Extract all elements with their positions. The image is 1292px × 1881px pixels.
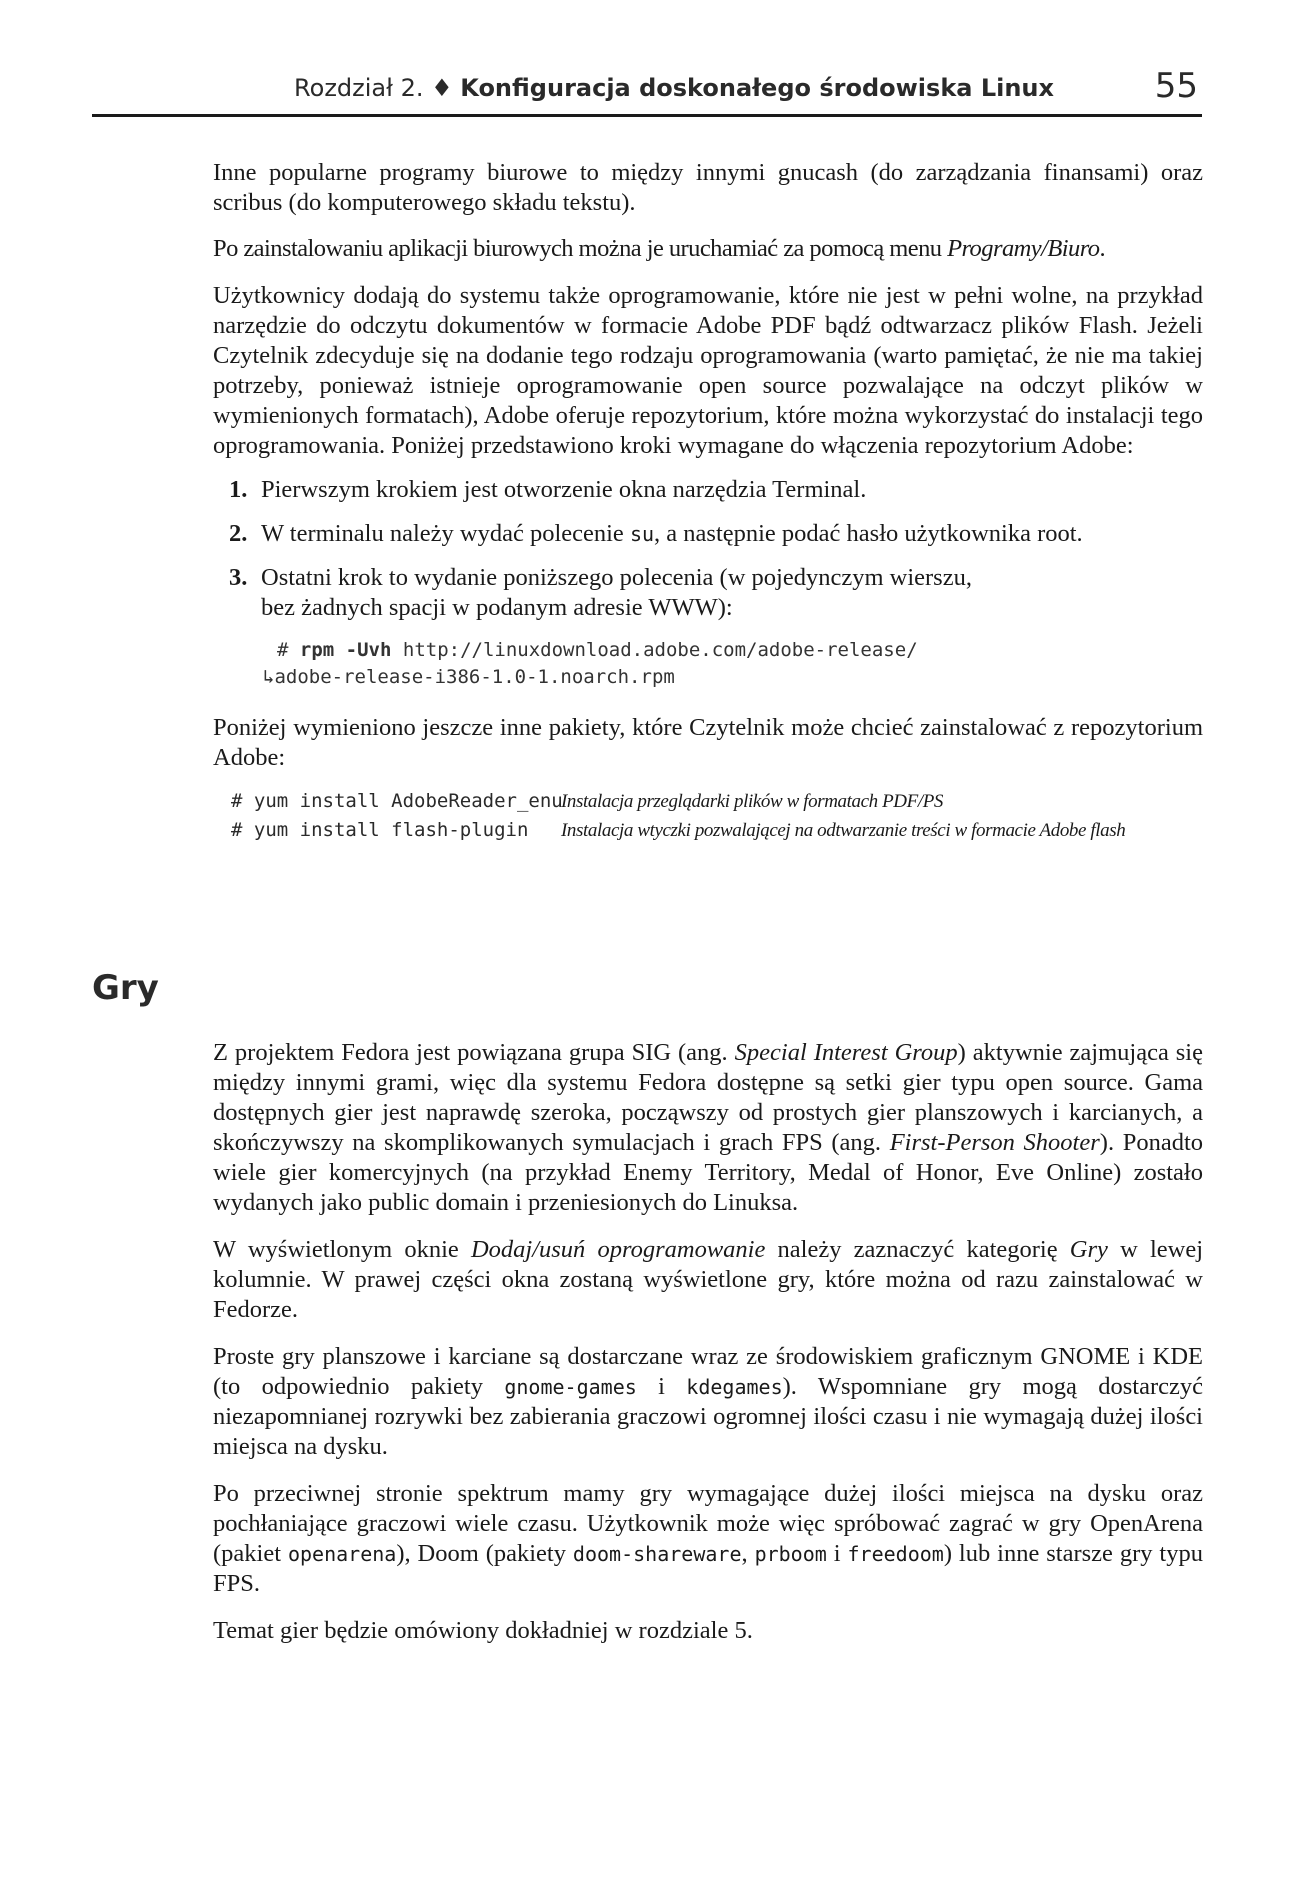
- step-number: 2.: [229, 520, 248, 547]
- text-run: ). Ponadto wiele gier komercyjnych (na przykład Enemy Territory, Medal of Honor, Eve Online) zostało wydanych jako public domain i przeniesionych do Linuksa.: [213, 1129, 1204, 1216]
- command-url: adobe-release-i386-1.0-1.noarch.rpm: [274, 666, 675, 688]
- running-header-text: [294, 74, 1054, 102]
- table-row: [213, 816, 1203, 845]
- term: Special Interest Group: [734, 1039, 958, 1066]
- step-text: Pierwszym krokiem jest otworzenie okna narzędzia Terminal.: [261, 476, 867, 503]
- term: First-Person Shooter: [889, 1129, 1100, 1156]
- package-description: Instalacja przeglądarki plików w formatach PDF/PS: [561, 791, 944, 812]
- paragraph: [213, 1235, 1203, 1325]
- line-continuation-icon: ↳: [263, 666, 275, 688]
- text-run: Po przeciwnej stronie spektrum mamy gry wymagające dużej ilości miejsca na dysku oraz pochłaniające graczowi wiele czasu. Użytkownik może więc spróbować zagrać w gry OpenArena (pakiet: [213, 1480, 1203, 1567]
- page-number: 55: [1154, 66, 1198, 106]
- text-run: Z projektem Fedora jest powiązana grupa SIG (ang.: [213, 1039, 735, 1066]
- package-name: prboom: [754, 1542, 827, 1566]
- text-run: ) lub inne starsze gry typu FPS.: [213, 1540, 1203, 1597]
- inline-code: su: [629, 522, 655, 546]
- paragraph: [213, 1038, 1203, 1218]
- window-name: Dodaj/usuń oprogramowanie: [470, 1236, 766, 1263]
- menu-path: Programy/Biuro: [947, 235, 1100, 262]
- package-command: # yum install AdobeReader_enu: [231, 790, 563, 812]
- text-run: ) aktywnie zajmująca się między innymi grami, więc dla systemu Fedora dostępne są setki gier typu open source. Gama dostępnych gier jest naprawdę szeroka, począwszy od prostych gier planszowych i karcianych, a skończywszy na skomplikowanych symulacjach i grach FPS (ang.: [213, 1039, 1203, 1156]
- prompt-symbol: #: [277, 639, 289, 661]
- code-block: [213, 637, 1203, 691]
- command-name: rpm -Uvh: [299, 639, 392, 661]
- steps-list: [213, 475, 1203, 623]
- text-run: ), Doom (pakiety: [396, 1540, 573, 1567]
- chapter-label: Rozdział 2.: [294, 74, 424, 102]
- list-item: [213, 563, 1203, 623]
- paragraph: Poniżej wymieniono jeszcze inne pakiety, które Czytelnik może chcieć zainstalować z repozytorium Adobe:: [213, 714, 1203, 771]
- command-url: http://linuxdownload.adobe.com/adobe-release/: [402, 639, 918, 661]
- category-name: Gry: [1069, 1236, 1108, 1263]
- step-text: Ostatni krok to wydanie poniższego polecenia (w pojedynczym wierszu,: [261, 564, 972, 591]
- paragraph: [213, 234, 1203, 264]
- paragraph: Temat gier będzie omówiony dokładniej w rozdziale 5.: [213, 1617, 753, 1644]
- package-name: gnome-games: [504, 1375, 637, 1399]
- step-text: bez żadnych spacji w podanym adresie WWW):: [261, 594, 733, 621]
- text-run: i: [636, 1373, 687, 1400]
- package-command: # yum install flash-plugin: [231, 819, 529, 841]
- text-run: W wyświetlonym oknie: [213, 1236, 471, 1263]
- code-line: [263, 664, 1203, 691]
- paragraph: Inne popularne programy biurowe to między innymi gnucash (do zarządzania finansami) oraz scribus (do komputerowego składu tekstu).: [213, 159, 1203, 216]
- body-upper: [213, 158, 1203, 845]
- section-heading: Gry: [92, 968, 159, 1008]
- step-text: , a następnie podać hasło użytkownika root.: [654, 520, 1083, 547]
- package-name: freedoom: [847, 1542, 944, 1566]
- chapter-title: Konfiguracja doskonałego środowiska Linux: [460, 74, 1054, 102]
- list-item: [213, 519, 1203, 549]
- list-item: [213, 475, 1203, 505]
- code-line: [277, 637, 1203, 664]
- diamond-bullet-icon: ♦: [431, 74, 453, 102]
- package-name: openarena: [287, 1542, 397, 1566]
- step-text: W terminalu należy wydać polecenie: [261, 520, 630, 547]
- package-name: kdegames: [686, 1375, 783, 1399]
- body-lower: [213, 1038, 1203, 1646]
- package-table: [213, 787, 1203, 845]
- text-run: Proste gry planszowe i karciane są dostarczane wraz ze środowiskiem graficznym GNOME i KDE (to odpowiednio pakiety: [213, 1343, 1203, 1400]
- text-run: ,: [741, 1540, 755, 1567]
- text-run: w lewej kolumnie. W prawej części okna zostaną wyświetlone gry, które można od razu zainstalować w Fedorze.: [213, 1236, 1204, 1323]
- text-run: należy zaznaczyć kategorię: [765, 1236, 1070, 1263]
- paragraph: [213, 1479, 1203, 1599]
- package-name: doom-shareware: [572, 1542, 742, 1566]
- table-row: [213, 787, 1203, 816]
- text-run: i: [826, 1540, 848, 1567]
- paragraph: Użytkownicy dodają do systemu także oprogramowanie, które nie jest w pełni wolne, na przykład narzędzie do odczytu dokumentów w formacie Adobe PDF bądź odtwarzacz plików Flash. Jeżeli Czytelnik zdecyduje się na dodanie tego rodzaju oprogramowania (warto pamiętać, że nie ma takiej potrzeby, ponieważ istnieje oprogramowanie open source pozwalające na odczyt plików w wymienionych formatach), Adobe oferuje repozytorium, które można wykorzystać do instalacji tego oprogramowania. Poniżej przedstawiono kroki wymagane do włączenia repozytorium Adobe:: [213, 282, 1203, 459]
- text-run: ). Wspomniane gry mogą dostarczyć niezapomnianej rozrywki bez zabierania graczowi ogromnej ilości czasu i nie wymagają dużej ilości miejsca na dysku.: [213, 1373, 1203, 1460]
- package-description: Instalacja wtyczki pozwalającej na odtwarzanie treści w formacie Adobe flash: [561, 820, 1126, 841]
- step-number: 3.: [229, 564, 248, 591]
- running-header: [92, 66, 1202, 117]
- paragraph: [213, 1342, 1203, 1462]
- step-number: 1.: [229, 476, 248, 503]
- text-run: .: [1099, 235, 1106, 262]
- text-run: Po zainstalowaniu aplikacji biurowych można je uruchamiać za pomocą menu: [213, 235, 948, 262]
